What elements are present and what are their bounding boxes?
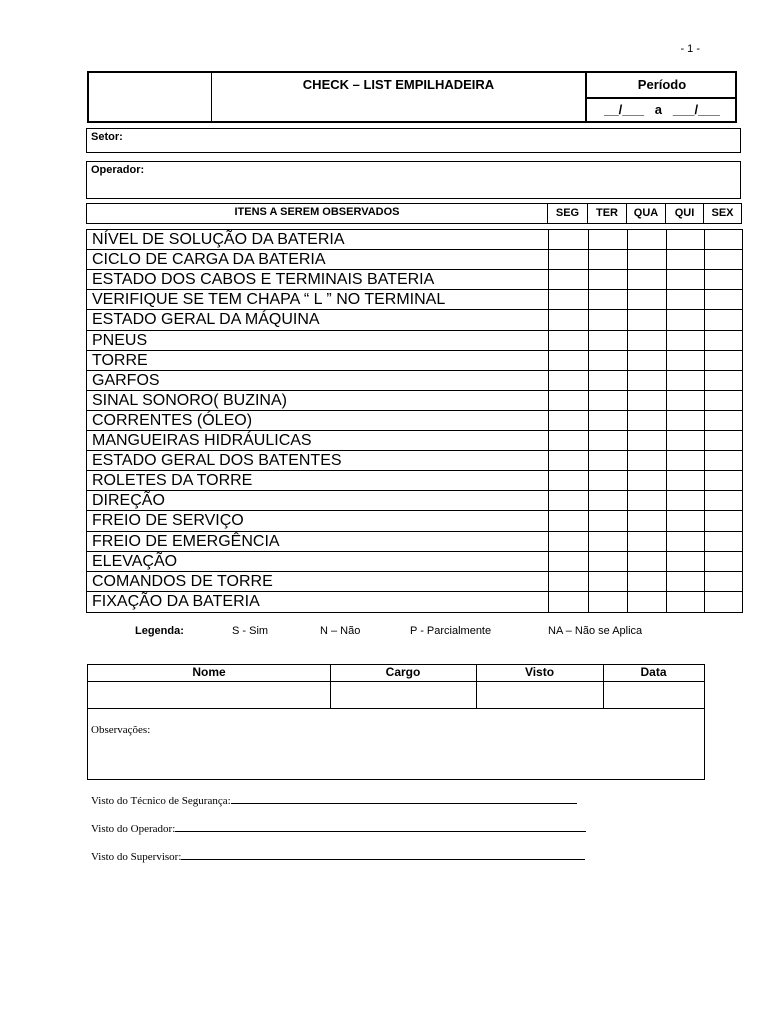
check-cell-ter[interactable]: [588, 491, 627, 510]
check-cell-qui[interactable]: [666, 310, 704, 329]
checklist-row: [87, 331, 742, 351]
check-cell-seg[interactable]: [548, 310, 588, 329]
checklist-row: [87, 391, 742, 411]
check-cell-qua[interactable]: [627, 451, 666, 470]
period-range[interactable]: __/___ a ___/___: [604, 102, 720, 117]
checklist-row: [87, 230, 742, 250]
signature-header-row: [88, 665, 704, 682]
check-cell-qui[interactable]: [666, 331, 704, 350]
logo-cell: [89, 73, 212, 121]
check-cell-ter[interactable]: [588, 230, 627, 249]
checklist-row: [87, 511, 742, 531]
check-cell-qui[interactable]: [666, 552, 704, 571]
checklist-item-label: CORRENTES (ÓLEO): [92, 411, 253, 429]
check-cell-qui[interactable]: [666, 572, 704, 591]
check-cell-ter[interactable]: [588, 592, 627, 612]
checklist-row: [87, 451, 742, 471]
form-title: CHECK – LIST EMPILHADEIRA: [302, 77, 495, 92]
signature-line[interactable]: [175, 822, 586, 832]
checklist-row: [87, 351, 742, 371]
check-cell-ter[interactable]: [588, 471, 627, 490]
approval-tecnico[interactable]: [91, 794, 577, 807]
legend-na: NA – Não se Aplica: [548, 625, 643, 637]
check-cell-sex[interactable]: [704, 592, 742, 612]
check-cell-qui[interactable]: [666, 471, 704, 490]
check-cell-qui[interactable]: [666, 592, 704, 612]
page-number: - 1 -: [680, 43, 700, 55]
check-cell-ter[interactable]: [588, 250, 627, 269]
check-cell-sex[interactable]: [704, 270, 742, 289]
check-cell-ter[interactable]: [588, 511, 627, 530]
check-cell-ter[interactable]: [588, 552, 627, 571]
check-cell-qua[interactable]: [627, 351, 666, 370]
nome-input[interactable]: [88, 682, 330, 708]
approval-tecnico-label: Visto do Técnico de Segurança:: [91, 795, 231, 807]
signature-line[interactable]: [181, 850, 585, 860]
period-cell: [585, 73, 737, 121]
check-cell-seg[interactable]: [548, 572, 588, 591]
check-cell-qui[interactable]: [666, 351, 704, 370]
check-cell-ter[interactable]: [588, 270, 627, 289]
check-cell-qua[interactable]: [627, 290, 666, 309]
checklist-item-label: DIREÇÃO: [92, 492, 165, 510]
check-cell-sex[interactable]: [704, 351, 742, 370]
check-cell-qui[interactable]: [666, 371, 704, 390]
day-header-sex: SEX: [703, 204, 741, 223]
checklist-item-label: TORRE: [92, 351, 148, 369]
checklist-item-label: ELEVAÇÃO: [92, 552, 178, 570]
check-cell-seg[interactable]: [548, 391, 588, 410]
legend-parcial: P - Parcialmente: [410, 625, 492, 637]
check-cell-seg[interactable]: [548, 230, 588, 249]
checklist-row: [87, 532, 742, 552]
col-visto: Visto: [524, 665, 555, 679]
checklist-item-label: NÍVEL DE SOLUÇÃO DA BATERIA: [92, 231, 345, 248]
checklist-grid: [86, 229, 743, 613]
visto-input[interactable]: [477, 682, 603, 708]
check-cell-seg[interactable]: [548, 411, 588, 430]
legend: [135, 625, 695, 639]
checklist-item-label: FREIO DE SERVIÇO: [92, 512, 244, 530]
data-input[interactable]: [604, 682, 704, 708]
check-cell-ter[interactable]: [588, 431, 627, 450]
check-cell-sex[interactable]: [704, 451, 742, 470]
check-cell-seg[interactable]: [548, 250, 588, 269]
checklist-row: [87, 270, 742, 290]
check-cell-qui[interactable]: [666, 491, 704, 510]
col-cargo: Cargo: [385, 665, 421, 679]
checklist-row: [87, 572, 742, 592]
checklist-item-label: CICLO DE CARGA DA BATERIA: [92, 251, 326, 269]
checklist-item-label: MANGUEIRAS HIDRÁULICAS: [92, 432, 312, 450]
checklist-item-label: ESTADO DOS CABOS E TERMINAIS BATERIA: [92, 271, 435, 289]
check-cell-qui[interactable]: [666, 431, 704, 450]
check-cell-seg[interactable]: [548, 270, 588, 289]
check-cell-seg[interactable]: [548, 331, 588, 350]
check-cell-sex[interactable]: [704, 250, 742, 269]
check-cell-qua[interactable]: [627, 592, 666, 612]
checklist-row: [87, 471, 742, 491]
checklist-item-label: ESTADO GERAL DOS BATENTES: [92, 452, 342, 470]
check-cell-ter[interactable]: [588, 532, 627, 551]
col-nome: Nome: [192, 665, 226, 679]
check-cell-sex[interactable]: [704, 310, 742, 329]
check-cell-sex[interactable]: [704, 532, 742, 551]
check-cell-ter[interactable]: [588, 331, 627, 350]
checklist-row: [87, 250, 742, 270]
items-header-title: ITENS A SEREM OBSERVADOS: [234, 206, 400, 218]
check-cell-qua[interactable]: [627, 491, 666, 510]
day-header-qui: QUI: [665, 204, 703, 223]
check-cell-qui[interactable]: [666, 411, 704, 430]
check-cell-ter[interactable]: [588, 371, 627, 390]
check-cell-qua[interactable]: [627, 310, 666, 329]
operator-field[interactable]: [86, 161, 741, 199]
operator-label: Operador:: [91, 164, 145, 176]
approval-operador-label: Visto do Operador:: [91, 823, 176, 835]
legend-nao: N – Não: [320, 625, 361, 637]
check-cell-seg[interactable]: [548, 290, 588, 309]
signature-line[interactable]: [231, 794, 577, 804]
check-cell-qui[interactable]: [666, 270, 704, 289]
approval-supervisor[interactable]: [91, 850, 585, 863]
check-cell-sex[interactable]: [704, 552, 742, 571]
checklist-row: [87, 310, 742, 330]
check-cell-qua[interactable]: [627, 572, 666, 591]
check-cell-qui[interactable]: [666, 230, 704, 249]
checklist-item-label: FREIO DE EMERGÊNCIA: [92, 532, 280, 550]
check-cell-sex[interactable]: [704, 572, 742, 591]
approval-operador[interactable]: [91, 822, 586, 835]
check-cell-seg[interactable]: [548, 431, 588, 450]
checklist-item-label: FIXAÇÃO DA BATERIA: [92, 592, 260, 610]
check-cell-sex[interactable]: [704, 290, 742, 309]
day-header-seg: SEG: [547, 204, 587, 223]
check-cell-seg[interactable]: [548, 351, 588, 370]
check-cell-ter[interactable]: [588, 451, 627, 470]
check-cell-sex[interactable]: [704, 471, 742, 490]
check-cell-qua[interactable]: [627, 431, 666, 450]
checklist-row: [87, 552, 742, 572]
check-cell-ter[interactable]: [588, 351, 627, 370]
check-cell-seg[interactable]: [548, 451, 588, 470]
period-label: Período: [587, 73, 737, 99]
sector-field[interactable]: [86, 128, 741, 153]
checklist-item-label: ROLETES DA TORRE: [92, 472, 253, 490]
legend-sim: S - Sim: [232, 625, 269, 637]
check-cell-qua[interactable]: [627, 411, 666, 430]
check-cell-qua[interactable]: [627, 532, 666, 551]
check-cell-qua[interactable]: [627, 270, 666, 289]
check-cell-qua[interactable]: [627, 391, 666, 410]
check-cell-qui[interactable]: [666, 511, 704, 530]
check-cell-seg[interactable]: [548, 552, 588, 571]
col-data: Data: [640, 665, 667, 679]
check-cell-qui[interactable]: [666, 290, 704, 309]
checklist-row: [87, 371, 742, 391]
checklist-item-label: VERIFIQUE SE TEM CHAPA “ L ” NO TERMINAL: [92, 291, 446, 309]
check-cell-ter[interactable]: [588, 572, 627, 591]
check-cell-seg[interactable]: [548, 491, 588, 510]
check-cell-sex[interactable]: [704, 491, 742, 510]
check-cell-qua[interactable]: [627, 250, 666, 269]
check-cell-qua[interactable]: [627, 552, 666, 571]
form-header: [87, 71, 737, 123]
observations-label: Observações:: [91, 724, 151, 736]
day-header-qua: QUA: [626, 204, 665, 223]
check-cell-sex[interactable]: [704, 431, 742, 450]
check-cell-qua[interactable]: [627, 471, 666, 490]
checklist-item-label: PNEUS: [92, 331, 148, 349]
check-cell-sex[interactable]: [704, 391, 742, 410]
check-cell-seg[interactable]: [548, 511, 588, 530]
check-cell-qui[interactable]: [666, 532, 704, 551]
checklist-row: [87, 491, 742, 511]
check-cell-ter[interactable]: [588, 290, 627, 309]
check-cell-qua[interactable]: [627, 331, 666, 350]
check-cell-qui[interactable]: [666, 451, 704, 470]
check-cell-sex[interactable]: [704, 230, 742, 249]
approval-supervisor-label: Visto do Supervisor:: [91, 851, 182, 863]
checklist-item-label: SINAL SONORO( BUZINA): [92, 391, 287, 409]
check-cell-ter[interactable]: [588, 391, 627, 410]
check-cell-qua[interactable]: [627, 371, 666, 390]
items-header-row: [86, 203, 742, 224]
checklist-row: [87, 290, 742, 310]
check-cell-ter[interactable]: [588, 310, 627, 329]
check-cell-sex[interactable]: [704, 371, 742, 390]
checklist-row: [87, 431, 742, 451]
checklist-row: [87, 411, 742, 431]
check-cell-ter[interactable]: [588, 411, 627, 430]
checklist-item-label: ESTADO GERAL DA MÁQUINA: [92, 311, 320, 329]
check-cell-qua[interactable]: [627, 230, 666, 249]
legend-label: Legenda:: [135, 625, 184, 637]
sector-label: Setor:: [91, 131, 123, 143]
checklist-item-label: GARFOS: [92, 371, 160, 389]
check-cell-qua[interactable]: [627, 511, 666, 530]
cargo-input[interactable]: [331, 682, 476, 708]
check-cell-seg[interactable]: [548, 371, 588, 390]
check-cell-seg[interactable]: [548, 592, 588, 612]
check-cell-sex[interactable]: [704, 511, 742, 530]
checklist-row: [87, 592, 742, 612]
check-cell-qui[interactable]: [666, 391, 704, 410]
checklist-item-label: COMANDOS DE TORRE: [92, 572, 273, 590]
day-header-ter: TER: [587, 204, 626, 223]
check-cell-seg[interactable]: [548, 532, 588, 551]
check-cell-sex[interactable]: [704, 411, 742, 430]
check-cell-sex[interactable]: [704, 331, 742, 350]
observations-field[interactable]: [88, 709, 704, 779]
check-cell-qui[interactable]: [666, 250, 704, 269]
check-cell-seg[interactable]: [548, 471, 588, 490]
signature-table: [87, 664, 705, 780]
